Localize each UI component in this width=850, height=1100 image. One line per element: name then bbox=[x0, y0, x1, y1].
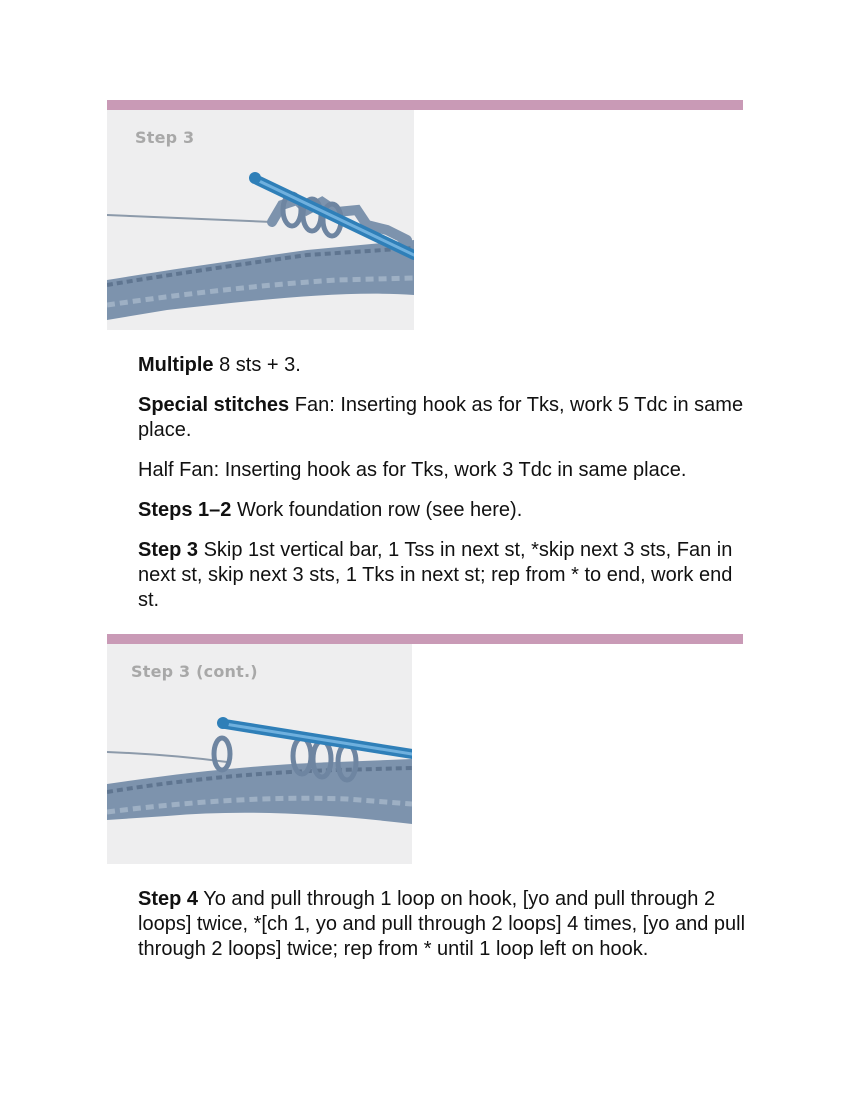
paragraph-text: Yo and pull through 1 loop on hook, [yo and pull through 2 loops] twice, *[ch 1, yo and pull through 2 loops] 4 times, [yo and pull through 2 loops] twice; rep from * until 1 loop left on hook. bbox=[138, 888, 746, 960]
paragraph-label: Step 3 bbox=[138, 539, 199, 561]
instruction-paragraph bbox=[138, 538, 748, 613]
instructions-block bbox=[138, 887, 748, 977]
section-divider bbox=[107, 634, 743, 644]
instruction-paragraph bbox=[138, 393, 748, 443]
paragraph-label: Steps 1–2 bbox=[138, 499, 232, 521]
photo-caption: Step 3 bbox=[135, 128, 195, 147]
paragraph-text: Skip 1st vertical bar, 1 Tss in next st, *skip next 3 sts, Fan in next st, skip next 3 sts, 1 Tks in next st; rep from * to end, work end st. bbox=[138, 539, 733, 611]
step-3-cont-photo bbox=[107, 644, 412, 864]
section-divider bbox=[107, 100, 743, 110]
instruction-paragraph bbox=[138, 887, 748, 962]
instruction-paragraph bbox=[138, 458, 748, 483]
instructions-block bbox=[138, 353, 748, 628]
paragraph-text: Half Fan: Inserting hook as for Tks, work 3 Tdc in same place. bbox=[138, 459, 687, 481]
instruction-paragraph bbox=[138, 498, 748, 523]
paragraph-label: Special stitches bbox=[138, 394, 290, 416]
instruction-paragraph bbox=[138, 353, 748, 378]
photo-caption: Step 3 (cont.) bbox=[131, 662, 258, 681]
paragraph-text: 8 sts + 3. bbox=[213, 354, 301, 376]
step-3-photo bbox=[107, 110, 414, 330]
paragraph-label: Multiple bbox=[138, 354, 214, 376]
paragraph-label: Step 4 bbox=[138, 888, 199, 910]
paragraph-text: Fan: Inserting hook as for Tks, work 5 Tdc in same place. bbox=[138, 394, 744, 441]
paragraph-text: Work foundation row (see here). bbox=[231, 499, 523, 521]
